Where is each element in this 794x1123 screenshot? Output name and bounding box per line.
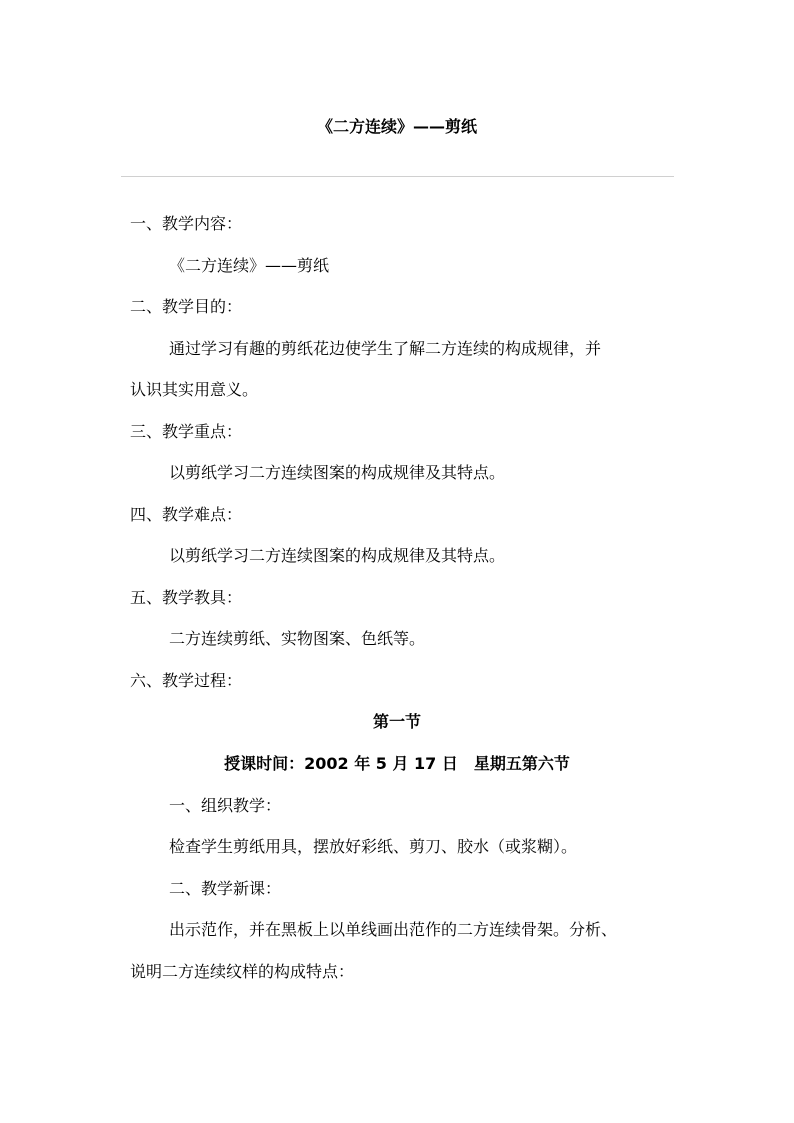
step-body-organize: 检查学生剪纸用具，摆放好彩纸、剪刀、胶水（或浆糊）。 xyxy=(169,837,578,856)
section-heading-content: 一、教学内容： xyxy=(130,214,243,233)
section-heading-objective: 二、教学目的： xyxy=(130,297,243,316)
section-body-objective-line1: 通过学习有趣的剪纸花边使学生了解二方连续的构成规律，并 xyxy=(169,339,602,358)
section-heading-process: 六、教学过程： xyxy=(130,671,243,690)
step-heading-organize: 一、组织教学： xyxy=(169,796,282,815)
section-heading-difficulties: 四、教学难点： xyxy=(130,505,243,524)
section-body-difficulties: 以剪纸学习二方连续图案的构成规律及其特点。 xyxy=(169,546,506,565)
section-heading-key-points: 三、教学重点： xyxy=(130,422,243,441)
step-body-new-lesson-line2: 说明二方连续纹样的构成特点： xyxy=(130,962,355,981)
step-body-new-lesson-line1: 出示范作，并在黑板上以单线画出范作的二方连续骨架。分析、 xyxy=(169,920,618,939)
step-heading-new-lesson: 二、教学新课： xyxy=(169,879,282,898)
section-body-content: 《二方连续》——剪纸 xyxy=(169,256,330,275)
section-body-objective-line2: 认识其实用意义。 xyxy=(130,380,259,399)
section-body-key-points: 以剪纸学习二方连续图案的构成规律及其特点。 xyxy=(169,463,506,482)
lesson-section-title: 第一节 xyxy=(372,712,421,731)
section-body-materials: 二方连续剪纸、实物图案、色纸等。 xyxy=(169,629,426,648)
title-divider xyxy=(121,176,674,177)
section-heading-materials: 五、教学教具： xyxy=(130,588,243,607)
lesson-schedule: 授课时间：2002 年 5 月 17 日 星期五第六节 xyxy=(224,754,570,773)
document-title: 《二方连续》——剪纸 xyxy=(316,117,477,136)
